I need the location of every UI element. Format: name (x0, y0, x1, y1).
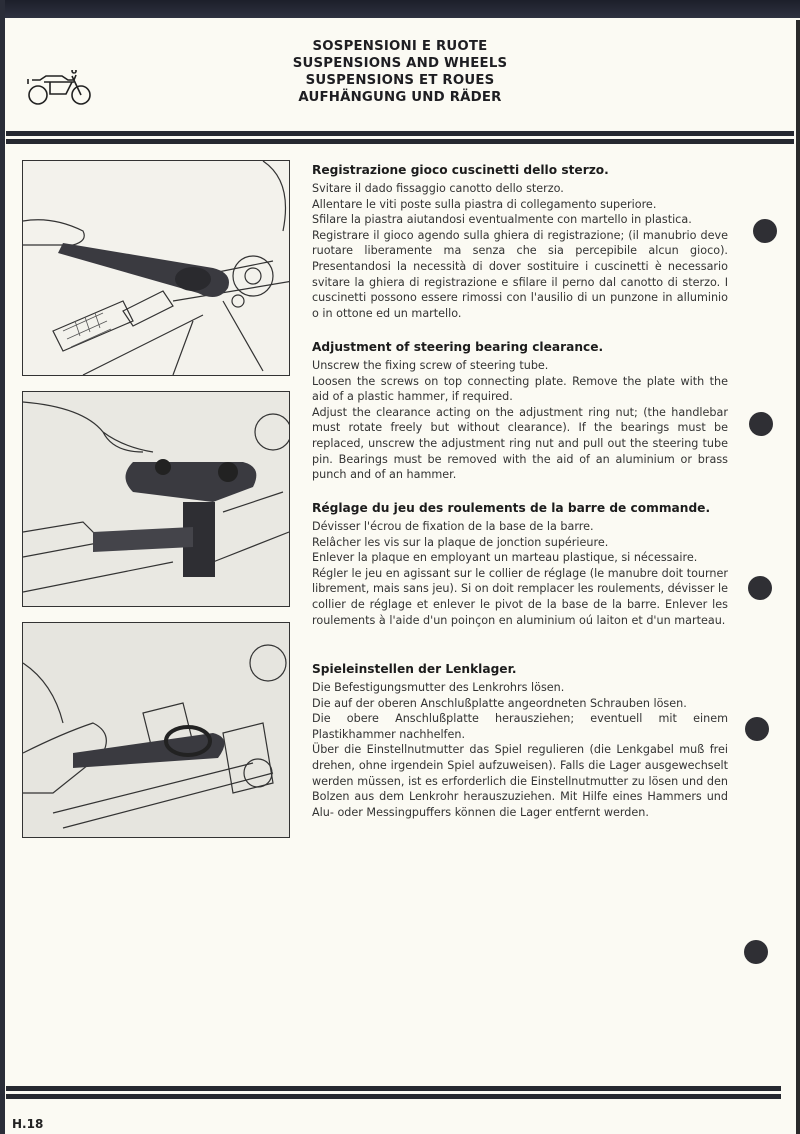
scan-top-edge (0, 0, 800, 18)
punch-hole (744, 940, 768, 964)
paragraph: Die auf der oberen Anschlußplatte angeordneten Schrauben lösen. (312, 696, 687, 710)
section-italian (312, 162, 728, 321)
title-english: SUSPENSIONS AND WHEELS (292, 56, 508, 71)
section-heading: Spieleinstellen der Lenklager. (312, 662, 517, 676)
paragraph: Allentare le viti poste sulla piastra di collegamento superiore. (312, 197, 657, 211)
scan-right-edge (796, 20, 800, 1134)
section-english (312, 339, 728, 483)
paragraph: Unscrew the fixing screw of steering tube. (312, 359, 549, 372)
paragraph: Registrare il gioco agendo sulla ghiera di registrazione; (il manubrio deve ruotare liberamente ma senza che sia percepibile alcun gioco). Presentandosi la necessità di dover sostituire i cuscinetti è necessario svitare la ghiera di registrazione e sfilare il perno dal canotto di sterzo. I cuscinetti possono essere rimossi con l'ausilio di un punzone in alluminio o in ottone ed un martello. (312, 228, 728, 320)
paragraph: Enlever la plaque en employant un marteau plastique, si nécessaire. (312, 551, 698, 565)
paragraph: Über die Einstellnutmutter das Spiel regulieren (die Lenkgabel muß frei drehen, ohne irgendein Spiel aufzuweisen). Falls die Lager ausgewechselt werden müssen, ist es erforderlich die Einstellnutmutter zu lösen und den Bolzen aus dem Lenkrohr herauszuziehen. Mit Hilfe eines Hammers und Alu- oder Messingpuffers können die Lager entfernt werden. (312, 743, 728, 819)
punch-hole (749, 412, 773, 436)
punch-hole (748, 576, 772, 600)
figure-2 (22, 391, 290, 607)
section-heading: Registrazione gioco cuscinetti dello sterzo. (312, 163, 609, 177)
paragraph: Dévisser l'écrou de fixation de la base de la barre. (312, 520, 594, 533)
punch-hole (753, 219, 777, 243)
title-french: SUSPENSIONS ET ROUES (305, 73, 495, 88)
paragraph: Sfilare la piastra aiutandosi eventualmente con martello in plastica. (312, 213, 692, 227)
paragraph: Adjust the clearance acting on the adjustment ring nut; (the handlebar must rotate freely but without clearance). If the bearings must be replaced, unscrew the adjustment ring nut and pull out the steering tube pin. Bearings must be removed with the aid of an aluminium or brass punch and of an hammer. (312, 405, 728, 482)
paragraph: Svitare il dado fissaggio canotto dello sterzo. (312, 182, 564, 195)
paragraph: Die Befestigungsmutter des Lenkrohrs lösen. (312, 681, 565, 694)
page-number: H.18 (12, 1117, 44, 1131)
figure-1 (22, 160, 290, 376)
punch-hole (745, 717, 769, 741)
plate-removal-illustration (23, 392, 289, 606)
figure-3 (22, 622, 290, 838)
paragraph: Loosen the screws on top connecting plate. Remove the plate with the aid of a plastic hammer, if required. (312, 374, 728, 404)
footer-rule-bottom (6, 1094, 781, 1099)
title-italian: SOSPENSIONI E RUOTE (312, 39, 488, 54)
section-french (312, 500, 728, 628)
ring-nut-adjustment-illustration (23, 623, 289, 837)
header-rule-top (6, 131, 794, 136)
footer-rule-top (6, 1086, 781, 1091)
title-german: AUFHÄNGUNG UND RÄDER (298, 90, 502, 105)
wrench-on-steering-nut-illustration (23, 161, 289, 375)
section-heading: Réglage du jeu des roulements de la barre de commande. (312, 501, 711, 515)
paragraph: Die obere Anschlußplatte herausziehen; eventuell mit einem Plastikhammer nachhelfen. (312, 712, 728, 741)
section-german (312, 661, 728, 820)
header-rule-bottom (6, 139, 794, 144)
section-heading: Adjustment of steering bearing clearance. (312, 340, 604, 354)
page-header (0, 38, 800, 106)
paragraph: Régler le jeu en agissant sur le collier de réglage (le manubre doit tourner librement, mais sans jeu). Si on doit remplacer les roulements, dévisser le collier de réglage et enlever le pivot de la base de la barre. Enlever les roulements à l'aide d'un poinçon en aluminium oú laiton et d'un marteau. (312, 566, 728, 627)
scan-left-edge (0, 0, 5, 1134)
paragraph: Relâcher les vis sur la plaque de jonction supérieure. (312, 535, 609, 549)
